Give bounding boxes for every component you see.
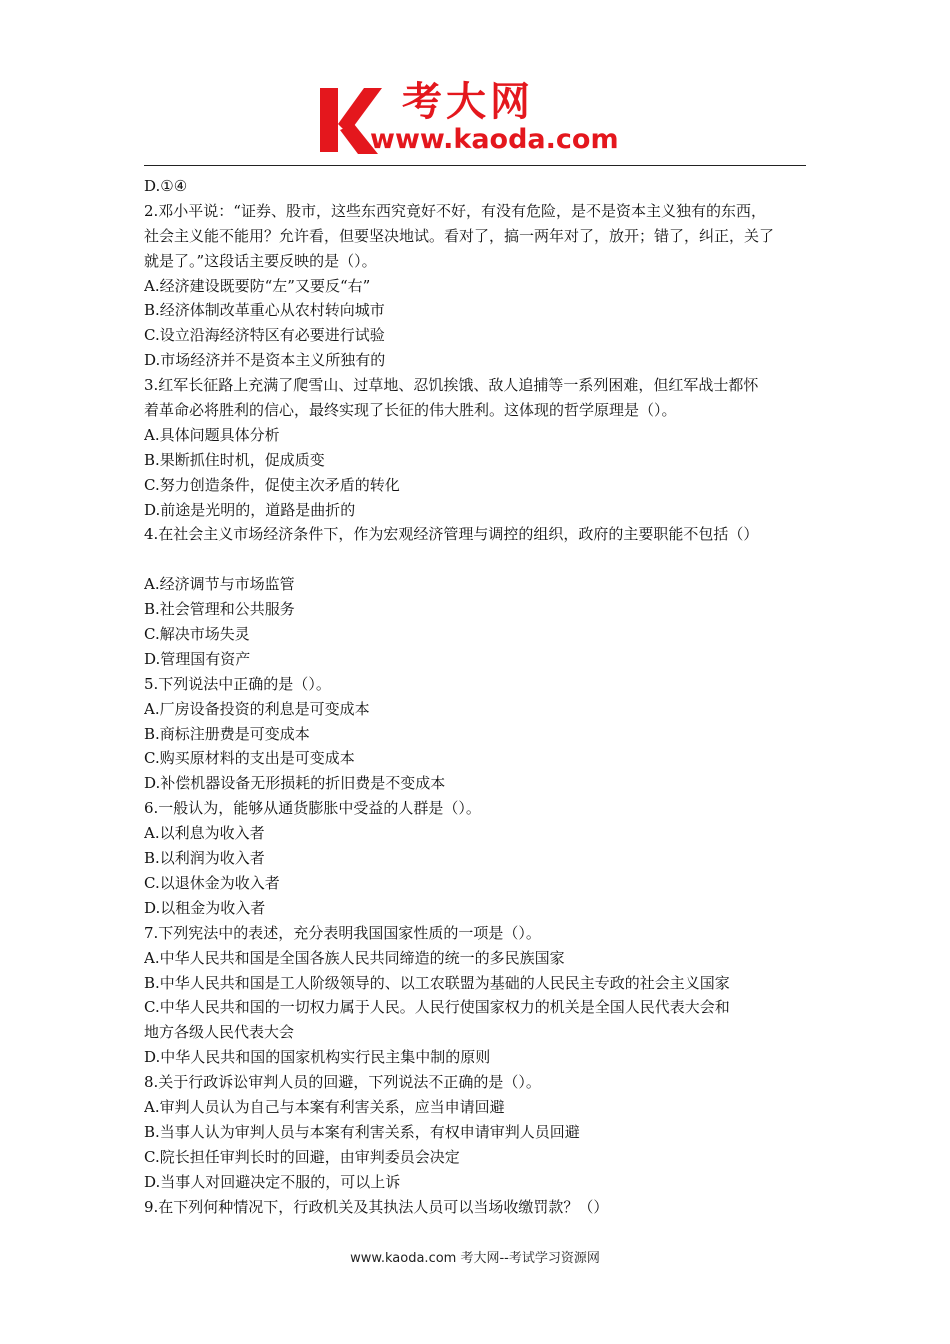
blank-line — [144, 547, 808, 572]
site-logo — [318, 80, 640, 160]
text-line: D.以租金为收入者 — [144, 898, 266, 917]
text-line: B.商标注册费是可变成本 — [144, 724, 310, 743]
text-line: 地方各级人民代表大会 — [144, 1023, 295, 1042]
text-line: B.经济体制改革重心从农村转向城市 — [144, 301, 385, 320]
text-line: 5.下列说法中正确的是（）。 — [144, 674, 331, 693]
text-line: C.院长担任审判长时的回避，由审判委员会决定 — [144, 1147, 460, 1166]
text-line: 8.关于行政诉讼审判人员的回避，下列说法不正确的是（）。 — [144, 1073, 541, 1092]
text-line: A.经济调节与市场监管 — [144, 575, 295, 594]
text-line: A.厂房设备投资的利息是可变成本 — [144, 699, 370, 718]
logo-url: www.kaoda.com — [370, 124, 619, 155]
text-line: 3.红军长征路上充满了爬雪山、过草地、忍饥挨饿、敌人追捕等一系列困难，但红军战士都怀 — [144, 376, 759, 395]
text-line: C.购买原材料的支出是可变成本 — [144, 749, 355, 768]
text-line: B.以利润为收入者 — [144, 849, 265, 868]
text-line: C.以退休金为收入者 — [144, 873, 280, 892]
text-line: C.中华人民共和国的一切权力属于人民。人民行使国家权力的机关是全国人民代表大会和 — [144, 998, 730, 1017]
text-line: 社会主义能不能用？允许看，但要坚决地试。看对了，搞一两年对了，放开；错了，纠正，关了 — [144, 226, 775, 245]
text-line: D.市场经济并不是资本主义所独有的 — [144, 351, 386, 370]
text-line: C.努力创造条件，促使主次矛盾的转化 — [144, 475, 400, 494]
text-line: D.①④ — [144, 177, 188, 195]
text-line: B.中华人民共和国是工人阶级领导的、以工农联盟为基础的人民民主专政的社会主义国家 — [144, 973, 730, 992]
text-line: 6.一般认为，能够从通货膨胀中受益的人群是（）。 — [144, 799, 481, 818]
page-footer: www.kaoda.com 考大网--考试学习资源网 — [350, 1251, 600, 1266]
text-line: 着革命必将胜利的信心，最终实现了长征的伟大胜利。这体现的哲学原理是（）。 — [144, 401, 677, 420]
question-text — [144, 174, 808, 1219]
text-line: 就是了。”这段话主要反映的是（）。 — [144, 251, 377, 270]
text-line: A.审判人员认为自己与本案有利害关系，应当申请回避 — [144, 1097, 505, 1116]
text-line: B.当事人认为审判人员与本案有利害关系，有权申请审判人员回避 — [144, 1122, 580, 1141]
text-line: D.管理国有资产 — [144, 649, 251, 668]
logo-text: 考大网 — [402, 79, 534, 125]
text-line: D.补偿机器设备无形损耗的折旧费是不变成本 — [144, 774, 446, 793]
text-line: B.社会管理和公共服务 — [144, 600, 295, 619]
text-line: D.中华人民共和国的国家机构实行民主集中制的原则 — [144, 1048, 491, 1067]
text-line: A.中华人民共和国是全国各族人民共同缔造的统一的多民族国家 — [144, 948, 565, 967]
text-line: A.具体问题具体分析 — [144, 425, 280, 444]
text-line: C.解决市场失灵 — [144, 625, 250, 644]
text-line: 7.下列宪法中的表述，充分表明我国国家性质的一项是（）。 — [144, 923, 541, 942]
text-line: B.果断抓住时机，促成质变 — [144, 450, 325, 469]
text-line: 9.在下列何种情况下，行政机关及其执法人员可以当场收缴罚款？（） — [144, 1197, 609, 1216]
text-line: A.经济建设既要防“左”又要反“右” — [144, 276, 371, 295]
text-line: A.以利息为收入者 — [144, 824, 265, 843]
text-line: C.设立沿海经济特区有必要进行试验 — [144, 326, 385, 345]
header-divider — [144, 165, 806, 166]
text-line: 4.在社会主义市场经济条件下，作为宏观经济管理与调控的组织，政府的主要职能不包括（） — [144, 525, 759, 544]
text-line: D.当事人对回避决定不服的，可以上诉 — [144, 1172, 401, 1191]
text-line: D.前途是光明的，道路是曲折的 — [144, 500, 356, 519]
text-line: 2.邓小平说：“证券、股市，这些东西究竟好不好，有没有危险，是不是资本主义独有的东西， — [144, 201, 766, 220]
